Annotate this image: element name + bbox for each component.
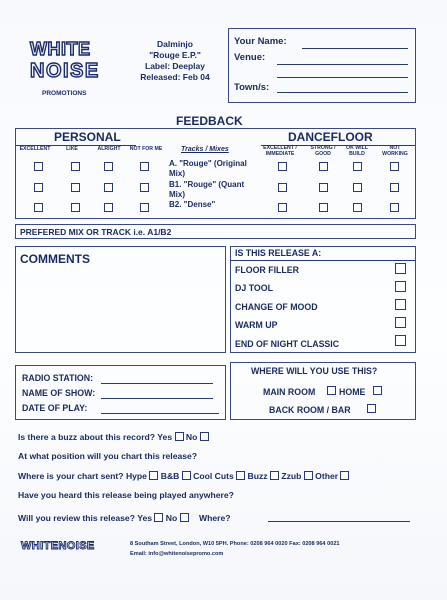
checkbox-b1-strong-good[interactable]: [319, 183, 328, 192]
col-excellent: EXCELLENT: [19, 146, 51, 152]
personal-title: PERSONAL: [54, 130, 121, 144]
checkbox-cool-cuts[interactable]: [236, 471, 245, 480]
checkbox-hype[interactable]: [149, 471, 158, 480]
artist-name: Dalminjo: [157, 39, 193, 49]
checkbox-b2-ok-will-build[interactable]: [353, 203, 362, 212]
col-ok-will-build: OK WILL BUILD: [346, 145, 368, 157]
radio-station-field[interactable]: [101, 383, 213, 384]
whitenoise-logo: [28, 35, 108, 85]
venue-field-2[interactable]: [277, 77, 408, 78]
logo-top-text: WHITE: [30, 39, 91, 59]
checkbox-change-of-mood[interactable]: [395, 299, 406, 310]
checkbox-a-not-for-me[interactable]: [140, 162, 149, 171]
footer-info: [130, 539, 340, 559]
footer-logo: [20, 538, 115, 552]
option-warm-up: WARM UP: [235, 320, 278, 330]
release-type-box: [230, 246, 416, 353]
home-label: HOME: [339, 387, 366, 397]
comments-box[interactable]: [15, 246, 226, 353]
checkbox-review-no[interactable]: [180, 513, 189, 522]
your-name-label: Your Name:: [234, 36, 287, 47]
date-of-play-field[interactable]: [101, 413, 219, 414]
checkbox-a-ok-will-build[interactable]: [353, 162, 362, 171]
venue-field[interactable]: [277, 64, 408, 65]
checkbox-home[interactable]: [373, 386, 382, 395]
show-name-label: NAME OF SHOW:: [22, 388, 96, 398]
col-strong-good: STRONG / GOOD: [310, 145, 336, 157]
checkbox-b1-excellent-immediate[interactable]: [278, 183, 287, 192]
checkbox-floor-filler[interactable]: [395, 263, 406, 274]
checkbox-a-not-working[interactable]: [390, 162, 399, 171]
checkbox-review-yes[interactable]: [154, 513, 163, 522]
checkbox-b2-excellent[interactable]: [34, 203, 43, 212]
review-question-text: Will you review this release?: [18, 513, 135, 523]
where-field[interactable]: [268, 521, 410, 522]
venue-label: Venue:: [234, 52, 266, 63]
release-title: "Rouge E.P.": [149, 50, 201, 60]
towns-field[interactable]: [277, 92, 408, 93]
logo-bottom-text: NOISE: [30, 60, 100, 82]
chart-opt-buzz: Buzz: [247, 471, 268, 481]
label-name: Label: Deeplay: [145, 61, 205, 71]
radio-box: [15, 365, 226, 420]
preferred-mix-label: PREFERED MIX OR TRACK i.e. A1/B2: [20, 227, 172, 237]
buzz-no-label: No: [185, 432, 198, 442]
heard-question: Have you heard this release being played anywhere?: [18, 490, 234, 500]
checkbox-other[interactable]: [340, 471, 349, 480]
preferred-mix-box[interactable]: [15, 224, 416, 239]
footer-address: 8 Southam Street, London, W10 5PH. Phone: 0208 964 0020 Fax: 0208 964 0021: [130, 541, 340, 547]
footer-logo-text: WHITENOISE: [21, 540, 95, 552]
chart-opt-other: Other: [315, 471, 339, 481]
buzz-yes-label: Yes: [157, 432, 173, 442]
col-like: LIKE: [66, 146, 78, 152]
release-date: Released: Feb 04: [140, 72, 210, 82]
checkbox-buzz-yes[interactable]: [175, 432, 184, 441]
feedback-title: FEEDBACK: [176, 114, 243, 128]
option-floor-filler: FLOOR FILLER: [235, 265, 300, 275]
checkbox-a-strong-good[interactable]: [319, 162, 328, 171]
chart-opt-bb: B&B: [160, 471, 180, 481]
chart-opt-zzub: Zzub: [281, 471, 302, 481]
review-no-label: No: [165, 513, 178, 523]
checkbox-zzub[interactable]: [304, 471, 313, 480]
checkbox-b2-not-for-me[interactable]: [140, 203, 149, 212]
option-change-of-mood: CHANGE OF MOOD: [235, 302, 318, 312]
contact-box: [228, 28, 416, 103]
checkbox-b1-not-working[interactable]: [390, 183, 399, 192]
feedback-grid: [15, 128, 416, 219]
where-use-title: WHERE WILL YOU USE THIS?: [251, 366, 378, 376]
main-room-label: MAIN ROOM: [263, 387, 316, 397]
your-name-field[interactable]: [302, 48, 408, 49]
checkbox-main-room[interactable]: [327, 386, 336, 395]
checkbox-b2-excellent-immediate[interactable]: [278, 203, 287, 212]
release-type-title: IS THIS RELEASE A:: [235, 248, 322, 258]
option-end-of-night: END OF NIGHT CLASSIC: [235, 339, 340, 349]
release-info: [125, 39, 225, 83]
checkbox-b2-not-working[interactable]: [390, 203, 399, 212]
col-alright: ALRIGHT: [97, 146, 121, 152]
date-of-play-label: DATE OF PLAY:: [22, 403, 88, 413]
checkbox-end-of-night[interactable]: [395, 335, 406, 346]
checkbox-b2-alright[interactable]: [104, 203, 113, 212]
checkbox-a-excellent[interactable]: [34, 162, 43, 171]
col-not-working: NOT WORKING: [382, 145, 408, 157]
checkbox-a-excellent-immediate[interactable]: [278, 162, 287, 171]
chart-sent-question: [18, 470, 349, 481]
checkbox-b1-excellent[interactable]: [34, 183, 43, 192]
chart-sent-text: Where is your chart sent?: [18, 471, 124, 481]
tracks-header: Tracks / Mixes: [181, 146, 229, 153]
review-yes-label: Yes: [137, 513, 153, 523]
checkbox-b2-strong-good[interactable]: [319, 203, 328, 212]
checkbox-buzz-no[interactable]: [200, 432, 209, 441]
buzz-question-text: Is there a buzz about this record?: [18, 432, 156, 442]
checkbox-back-room[interactable]: [367, 404, 376, 413]
radio-station-label: RADIO STATION:: [22, 373, 94, 383]
show-name-field[interactable]: [101, 398, 213, 399]
track-a: A. "Rouge" (Original Mix): [169, 159, 247, 178]
release-type-divider: [231, 260, 415, 261]
where-use-box: [230, 362, 416, 420]
review-question: [18, 512, 231, 523]
promotions-label: PROMOTIONS: [42, 90, 87, 97]
back-room-label: BACK ROOM / BAR: [269, 405, 351, 415]
checkbox-warm-up[interactable]: [395, 317, 406, 328]
checkbox-dj-tool[interactable]: [395, 281, 406, 292]
checkbox-b1-like[interactable]: [71, 183, 80, 192]
checkbox-b2-like[interactable]: [71, 203, 80, 212]
checkbox-b1-alright[interactable]: [104, 183, 113, 192]
towns-label: Town/s:: [234, 82, 270, 93]
option-dj-tool: DJ TOOL: [235, 283, 273, 293]
chart-opt-cool-cuts: Cool Cuts: [193, 471, 234, 481]
footer-email: Email: info@whitenoisepromo.com: [130, 551, 224, 557]
comments-label: COMMENTS: [20, 252, 90, 266]
track-list: [169, 159, 259, 210]
col-not-for-me: NOT FOR ME: [129, 146, 163, 152]
chart-opt-hype: Hype: [125, 471, 147, 481]
checkbox-buzz[interactable]: [270, 471, 279, 480]
buzz-question: [18, 431, 209, 442]
track-b2: B2. "Dense": [169, 200, 216, 209]
checkbox-b1-ok-will-build[interactable]: [353, 183, 362, 192]
checkbox-bb[interactable]: [182, 471, 191, 480]
checkbox-a-alright[interactable]: [104, 162, 113, 171]
checkbox-b1-not-for-me[interactable]: [140, 183, 149, 192]
dancefloor-title: DANCEFLOOR: [288, 130, 373, 144]
chart-position-question: At what position will you chart this release?: [18, 451, 198, 461]
col-excellent-immediate: EXCELLENT / IMMEDIATE: [263, 145, 297, 157]
where-label: Where?: [199, 513, 231, 523]
track-b1: B1. "Rouge" (Quant Mix): [169, 180, 245, 199]
checkbox-a-like[interactable]: [71, 162, 80, 171]
